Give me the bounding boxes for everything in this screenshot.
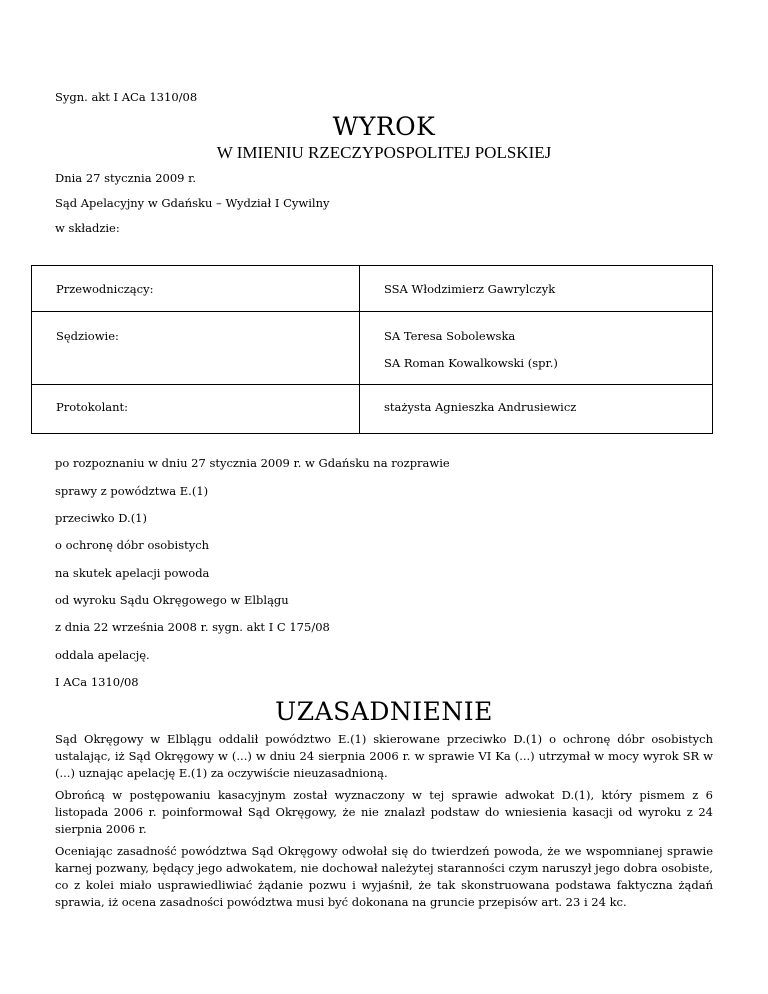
judge-name-2: SA Roman Kowalkowski (spr.) — [384, 356, 558, 370]
justification-paragraph: Oceniając zasadność powództwa Sąd Okręgowy odwołał się do twierdzeń powoda, że we wspomnianej sprawie karnej pozwany, będący jego adwokatem, nie dochował należytej staranności czym naruszył jego dobra osobiste, co z kolei miało usprawiedliwiać żądanie pozwu i wyjaśnił, że tak skonstruowana podstawa faktyczna żądań sprawia, iż ocena zasadności powództwa musi być dokonana na gruncie przepisów art. 23 i 24 kc. — [55, 844, 713, 909]
judge-name-1: SA Teresa Sobolewska — [384, 329, 516, 343]
court-name: Sąd Apelacyjny w Gdańsku – Wydział I Cywilny — [55, 196, 330, 210]
justification-title: UZASADNIENIE — [275, 697, 493, 726]
table-cell — [360, 385, 713, 434]
ruling-line: oddala apelację. — [55, 648, 150, 662]
table-cell — [32, 385, 360, 434]
clerk-label: Protokolant: — [56, 400, 129, 414]
ruling-line: od wyroku Sądu Okręgowego w Elblągu — [55, 593, 289, 607]
judgment-date: Dnia 27 stycznia 2009 r. — [55, 171, 197, 185]
table-row — [32, 266, 713, 312]
chair-name: SSA Włodzimierz Gawrylczyk — [384, 282, 556, 296]
ruling-line: o ochronę dóbr osobistych — [55, 538, 210, 552]
table-cell — [32, 266, 360, 312]
case-reference: Sygn. akt I ACa 1310/08 — [55, 90, 198, 104]
ruling-line: z dnia 22 września 2008 r. sygn. akt I C 175/08 — [55, 620, 330, 634]
ruling-line: sprawy z powództwa E.(1) — [55, 484, 209, 498]
table-row — [32, 312, 713, 385]
justification-case-reference: I ACa 1310/08 — [55, 675, 139, 689]
judges-label: Sędziowie: — [56, 329, 119, 343]
table-cell — [360, 312, 713, 385]
court-panel-table — [31, 265, 713, 434]
clerk-name: stażysta Agnieszka Andrusiewicz — [384, 400, 577, 414]
justification-paragraph: Obrońcą w postępowaniu kasacyjnym został wyznaczony w tej sprawie adwokat D.(1), który pismem z 6 listopada 2006 r. poinformował Sąd Okręgowy, że nie znalazł podstaw do wniesienia kasacji od wyroku z 24 sierpnia 2006 r. — [55, 788, 713, 836]
table-cell — [360, 266, 713, 312]
judgment-title: WYROK — [332, 112, 436, 141]
justification-paragraph: Sąd Okręgowy w Elblągu oddalił powództwo E.(1) skierowane przeciwko D.(1) o ochronę dóbr osobistych ustalając, iż Sąd Okręgowy w (...) w dniu 24 sierpnia 2006 r. w sprawie VI Ka (...) utrzymał w mocy wyrok SR w (...) uznając apelację E.(1) za oczywiście nieuzasadnioną. — [55, 732, 713, 780]
ruling-line: na skutek apelacji powoda — [55, 566, 210, 580]
ruling-line: przeciwko D.(1) — [55, 511, 147, 525]
judgment-subtitle: W IMIENIU RZECZYPOSPOLITEJ POLSKIEJ — [216, 143, 552, 162]
table-row — [32, 385, 713, 434]
chair-label: Przewodniczący: — [56, 282, 154, 296]
table-cell — [32, 312, 360, 385]
composition-label: w składzie: — [55, 221, 120, 235]
ruling-line: po rozpoznaniu w dniu 27 stycznia 2009 r. w Gdańsku na rozprawie — [55, 456, 450, 470]
